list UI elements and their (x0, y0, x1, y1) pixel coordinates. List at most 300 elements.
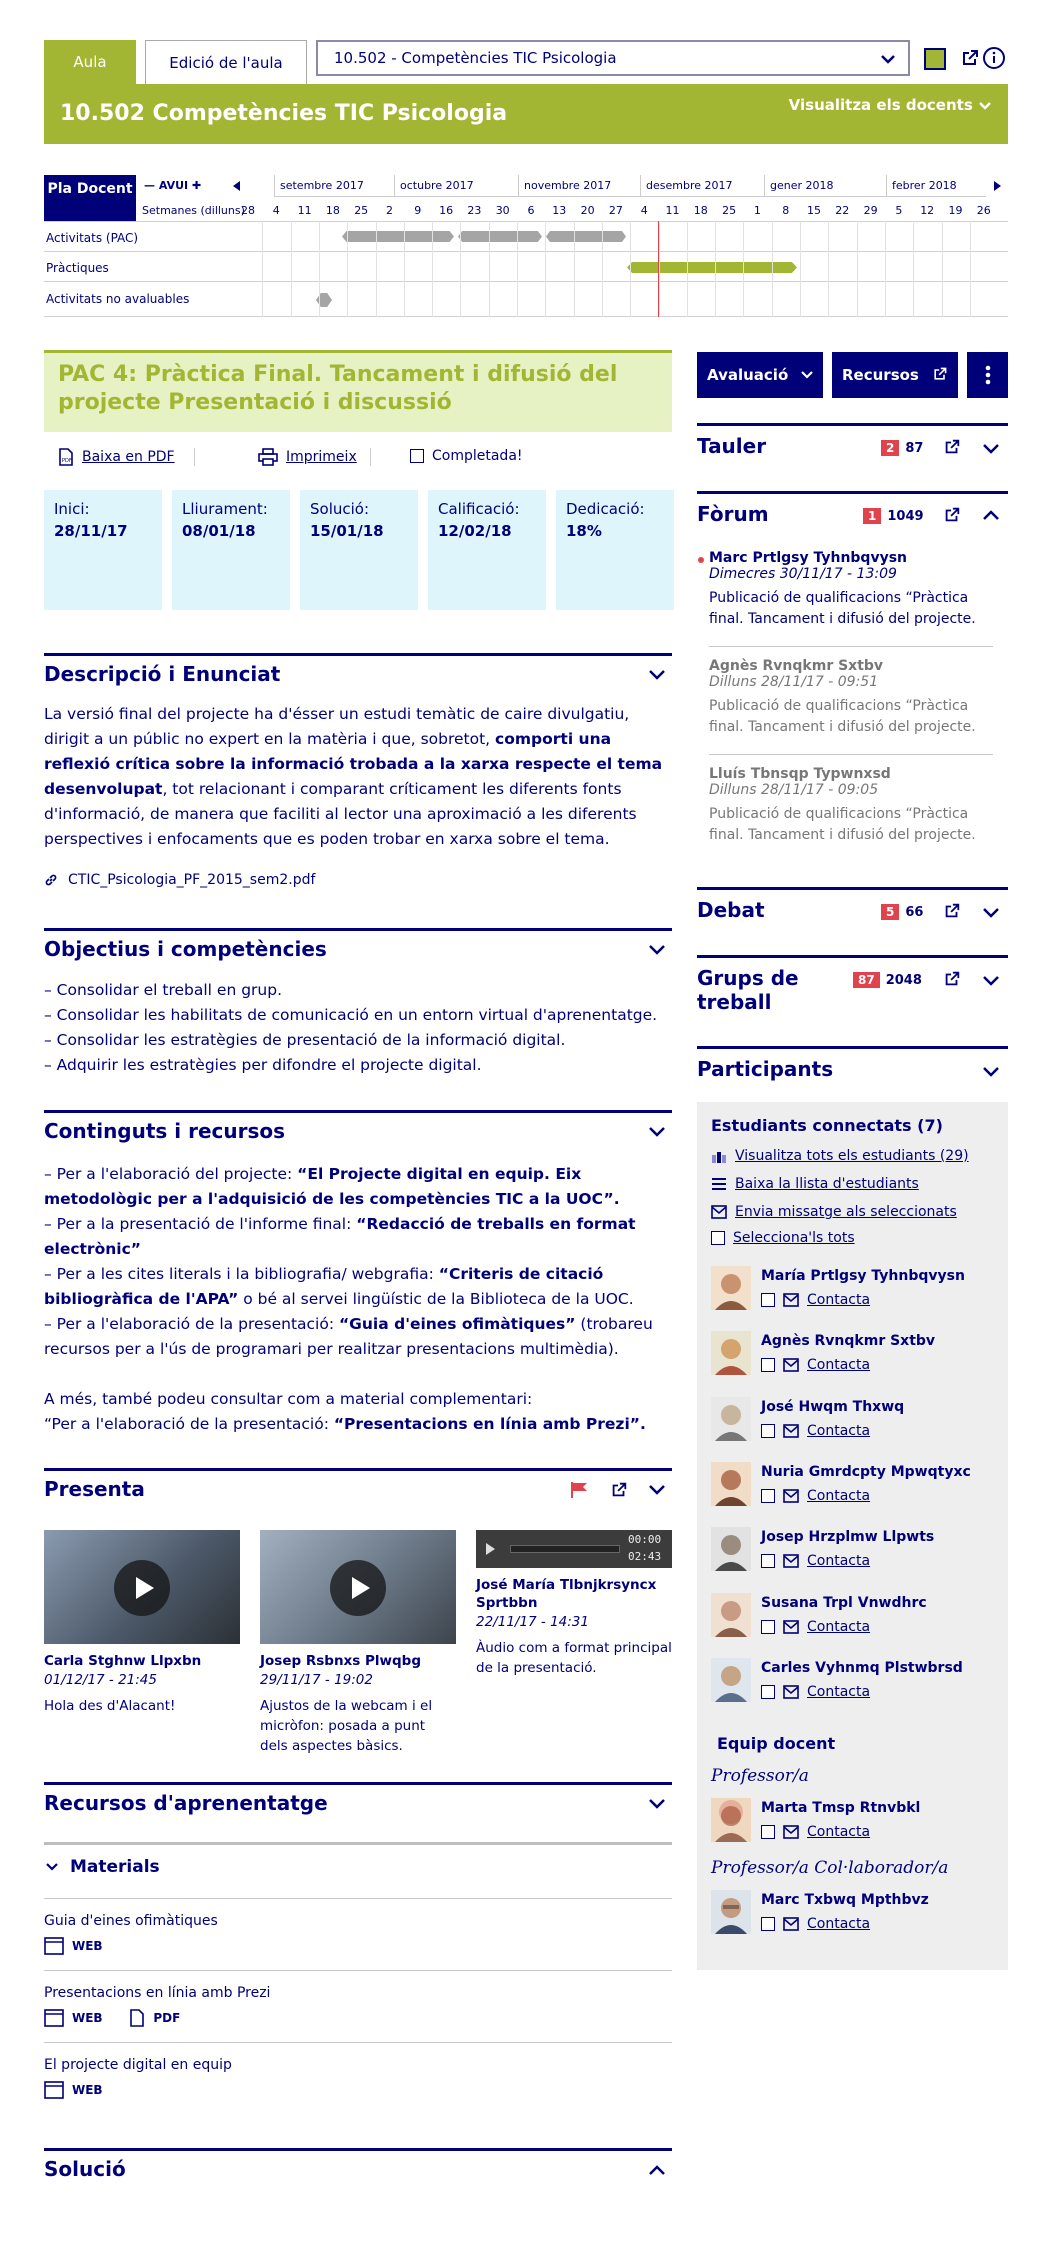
new-count-badge: 87 (853, 972, 880, 988)
section-title: Presenta (44, 1477, 145, 1501)
badge-label: WEB (72, 2011, 103, 2025)
contents-line (44, 1262, 672, 1312)
play-icon[interactable] (330, 1560, 386, 1616)
date-label: Inici: (54, 500, 90, 518)
week-day-label: 25 (722, 204, 737, 217)
contact-link[interactable]: Contacta (807, 1422, 871, 1439)
contact-link[interactable]: Contacta (807, 1916, 871, 1932)
course-select[interactable] (316, 40, 910, 76)
section-contents-header[interactable] (44, 1110, 672, 1146)
web-badge[interactable] (44, 2081, 103, 2099)
presenta-text: Àudio com a format principal de la presentació. (476, 1640, 672, 1676)
chevron-down-icon (44, 1859, 60, 1875)
student-item (711, 1331, 1001, 1381)
avatar[interactable] (711, 1266, 751, 1310)
student-name: Nuria Gmrdcpty Mpwqtyxc (761, 1463, 971, 1480)
date-solution (300, 490, 418, 610)
grups-title: Grups de treball (697, 966, 799, 1014)
date-delivery (172, 490, 290, 610)
checkbox[interactable] (761, 1620, 775, 1634)
mail-icon (783, 1293, 799, 1307)
text-span: – Per a les cites literals i la bibliografia/ webgrafia: (44, 1265, 439, 1283)
external-link-icon[interactable] (943, 506, 961, 524)
avatar[interactable] (711, 1593, 751, 1637)
pla-docent-button[interactable]: Pla Docent (44, 175, 136, 221)
student-item (711, 1527, 1001, 1577)
week-day-label: 18 (325, 204, 340, 217)
section-resources-header[interactable] (44, 1782, 672, 1818)
grups-counts (853, 972, 922, 988)
text-span: o bé al servei lingüístic de la Biblioteca de la UOC. (238, 1290, 634, 1308)
avatar[interactable] (711, 1397, 751, 1441)
chevron-up-icon[interactable] (981, 506, 1001, 526)
forum-post[interactable] (709, 766, 993, 846)
contact-link[interactable]: Contacta (807, 1553, 871, 1570)
select-all-link[interactable] (711, 1230, 855, 1246)
post-date: Dilluns 28/11/17 - 09:05 (709, 782, 879, 798)
chevron-down-icon[interactable] (646, 1479, 668, 1501)
link-icon (44, 873, 58, 887)
contact-link[interactable]: Contacta (807, 1683, 871, 1700)
date-label: Dedicació: (566, 500, 645, 518)
resource-item (44, 1970, 672, 2042)
description-text (44, 702, 672, 852)
student-item (711, 1462, 1001, 1512)
week-day-label: 12 (920, 204, 935, 217)
presenta-date: 29/11/17 - 19:02 (260, 1672, 373, 1688)
post-message: Publicació de qualificacions “Pràctica final. Tancament i difusió del projecte. (709, 698, 976, 735)
participants-section[interactable] (697, 1046, 1008, 1096)
timeline-row-label: Pràctiques (46, 261, 109, 275)
week-day-label: 9 (414, 204, 422, 217)
timeline-row-label: Activitats (PAC) (46, 231, 139, 245)
student-name: Agnès Rvnqkmr Sxtbv (761, 1333, 936, 1350)
resource-link[interactable]: “Presentacions en línia amb Prezi”. (333, 1415, 646, 1433)
download-list-label: Baixa la llista d'estudiants (735, 1176, 919, 1192)
student-item (711, 1593, 1001, 1643)
contact-link[interactable]: Contacta (807, 1487, 871, 1504)
text-span: (trobareu recursos per a l'ús de programari per realitzar presentacions multimèdia). (44, 1315, 653, 1358)
month-label: desembre 2017 (640, 175, 764, 197)
completed-label: Completada! (432, 448, 523, 464)
teacher-item (711, 1798, 1001, 1848)
timeline-bar-pac[interactable] (458, 231, 542, 242)
resource-item (44, 1898, 672, 1970)
select-all-label: Selecciona'ls tots (733, 1230, 855, 1246)
date-value: 18% (566, 522, 602, 540)
date-value: 12/02/18 (438, 522, 512, 540)
contents-line (44, 1412, 672, 1437)
presenta-card[interactable] (476, 1530, 672, 1678)
resource-title: El projecte digital en equip (44, 2057, 232, 2073)
play-icon[interactable] (484, 1542, 496, 1556)
presenta-text: Hola des d'Alacant! (44, 1698, 176, 1714)
chevron-down-icon[interactable] (646, 939, 668, 961)
forum-title: Fòrum (697, 502, 769, 526)
presenta-card[interactable] (44, 1530, 240, 1716)
participants-title: Participants (697, 1057, 834, 1081)
forum-post[interactable] (709, 658, 993, 738)
presenta-date: 22/11/17 - 14:31 (476, 1614, 589, 1630)
week-day-label: 15 (807, 204, 821, 217)
role-label: Professor/a Col·laborador/a (711, 1858, 949, 1878)
presenta-text: Ajustos de la webcam i el micròfon: posada a punt dels aspectes bàsics. (260, 1698, 433, 1754)
avatar[interactable] (711, 1890, 751, 1934)
chevron-up-icon[interactable] (646, 2159, 668, 2181)
new-count-badge: 1 (863, 508, 881, 524)
mail-icon (783, 1554, 799, 1568)
checkbox[interactable] (761, 1917, 775, 1931)
teaching-team-title: Equip docent (717, 1734, 836, 1753)
chevron-down-icon[interactable] (981, 1061, 1001, 1081)
forum-section[interactable] (697, 491, 1008, 535)
materials-toggle[interactable] (44, 1857, 160, 1877)
week-day-label: 6 (527, 204, 535, 217)
post-author: Marc Prtlgsy Tyhnbqvysn (709, 550, 908, 566)
objectives-list (44, 978, 672, 1078)
checkbox[interactable] (761, 1554, 775, 1568)
pdf-icon (129, 2009, 145, 2027)
section-solution-header[interactable] (44, 2148, 672, 2184)
video-thumbnail[interactable] (44, 1530, 240, 1644)
student-name: María Prtlgsy Tyhnbqvysn (761, 1268, 965, 1284)
web-badge[interactable] (44, 1937, 103, 1955)
pdf-badge[interactable] (129, 2009, 180, 2027)
week-day-label: 19 (948, 204, 963, 217)
pdf-icon (58, 448, 74, 466)
mail-icon (783, 1825, 799, 1839)
student-name: Carles Vyhnmq Plstwbrsd (761, 1659, 963, 1676)
student-name: José Hwqm Thxwq (761, 1398, 905, 1415)
section-title: Continguts i recursos (44, 1119, 286, 1143)
checkbox[interactable] (761, 1489, 775, 1503)
timeline-next-icon[interactable] (990, 179, 1004, 193)
contents-line: A més, també podeu consultar com a material complementari: (44, 1390, 533, 1408)
kebab-menu-icon (985, 365, 991, 385)
post-date: Dimecres 30/11/17 - 13:09 (709, 566, 897, 582)
week-day-label: 25 (354, 204, 369, 217)
total-count: 1049 (887, 508, 924, 524)
student-item (711, 1658, 1001, 1708)
audio-time-total: 02:43 (628, 1550, 662, 1563)
contents-text (44, 1162, 672, 1437)
text-span-bold: comporti una reflexió crítica sobre la informació trobada a la xarxa respecte el tema desenvolupat (44, 730, 663, 798)
text-span: – Per a la presentació de l'informe final: (44, 1215, 357, 1233)
contents-line (44, 1162, 672, 1212)
teacher-name: Marta Tmsp Rtnvbkl (761, 1800, 921, 1816)
external-link-icon[interactable] (610, 1481, 628, 1499)
list-item: – Consolidar el treball en grup. (44, 981, 282, 999)
chevron-down-icon[interactable] (981, 438, 1001, 458)
date-label: Solució: (310, 500, 370, 518)
forum-counts (863, 508, 924, 524)
top-bar (44, 40, 1008, 84)
course-title: 10.502 Competències TIC Psicologia (60, 101, 508, 126)
tab-edicio-aula[interactable]: Edició de l'aula (145, 40, 307, 84)
role-label: Professor/a (711, 1766, 809, 1786)
checkbox[interactable] (410, 449, 424, 463)
total-count: 87 (905, 440, 924, 456)
week-day-label: 27 (608, 204, 623, 217)
presenta-author: José María Tlbnjkrsyncx Sprtbbn (476, 1577, 657, 1611)
download-pdf-link[interactable] (58, 448, 175, 466)
browser-window-icon (44, 2009, 64, 2027)
week-day-label: 23 (467, 204, 482, 217)
mail-icon (711, 1205, 727, 1219)
date-grade (428, 490, 546, 610)
week-day-label: 4 (272, 204, 280, 217)
resource-item (44, 2042, 672, 2114)
download-list-link[interactable] (711, 1176, 919, 1192)
week-day-label: 8 (782, 204, 790, 217)
connected-students-title: Estudiants connectats (7) (711, 1116, 943, 1135)
post-author: Lluís Tbnsqp Typwnxsd (709, 766, 891, 782)
timeline-bar-pac[interactable] (546, 231, 626, 242)
attachment-label: CTIC_Psicologia_PF_2015_sem2.pdf (68, 872, 316, 888)
date-label: Calificació: (438, 500, 520, 518)
resource-link[interactable]: “Guia d'eines ofimàtiques” (338, 1315, 576, 1333)
mail-icon (783, 1424, 799, 1438)
total-count: 2048 (885, 972, 922, 988)
week-day-label: 20 (580, 204, 595, 217)
debat-counts (881, 904, 923, 920)
badge-label: PDF (153, 2011, 181, 2025)
text-span: – Per a l'elaboració de la presentació: (44, 1315, 339, 1333)
play-icon[interactable] (114, 1560, 170, 1616)
text-span: , tot relacionant i comparant críticament les diferents fonts d'informació, de manera que faciliti al lector una aproximació a les diferents perspectives i enfocaments que es poden trobar en xarxa sobre el tema. (44, 780, 637, 848)
avaluacio-button[interactable] (697, 352, 823, 398)
date-start (44, 490, 162, 610)
unread-dot (698, 557, 704, 563)
participants-panel (697, 1102, 1008, 1970)
materials-label: Materials (70, 1857, 160, 1877)
week-day-label: 26 (976, 204, 991, 217)
debat-section[interactable] (697, 887, 1008, 931)
timeline-bar-pac[interactable] (342, 231, 454, 242)
contact-link[interactable]: Contacta (807, 1357, 871, 1374)
course-color-square[interactable] (924, 48, 946, 70)
view-teachers-link[interactable] (789, 96, 992, 114)
forum-post[interactable] (709, 550, 993, 630)
list-icon (711, 1177, 727, 1191)
week-day-label: 22 (835, 204, 850, 217)
debat-title: Debat (697, 898, 765, 922)
text-span: La versió final del projecte ha d'ésser un estudi temàtic de caire divulgatiu, dirigit a un públic no expert en la matèria i que, sobretot, (44, 705, 630, 748)
video-thumbnail[interactable] (260, 1530, 456, 1644)
view-teachers-label: Visualitza els docents (788, 96, 973, 114)
new-count-badge: 5 (881, 904, 899, 920)
mail-icon (783, 1620, 799, 1634)
mail-icon (783, 1917, 799, 1931)
list-item: – Consolidar les habilitats de comunicació en un entorn virtual d'aprenentatge. (44, 1006, 658, 1024)
contents-line (44, 1312, 672, 1362)
users-icon (711, 1149, 727, 1163)
month-label: novembre 2017 (518, 175, 640, 197)
presenta-date: 01/12/17 - 21:45 (44, 1672, 157, 1688)
chevron-down-icon[interactable] (981, 902, 1001, 922)
teacher-name: Marc Txbwq Mpthbvz (761, 1892, 929, 1908)
svg-text:PDF: PDF (62, 458, 72, 464)
text-span: – Per a l'elaboració del projecte: (44, 1165, 298, 1183)
contact-link[interactable]: Contacta (807, 1618, 871, 1635)
section-objectives-header[interactable] (44, 928, 672, 964)
timeline (44, 175, 1008, 317)
view-all-students-link[interactable] (711, 1148, 969, 1164)
date-value: 08/01/18 (182, 522, 256, 540)
send-message-label: Envia missatge als seleccionats (735, 1204, 957, 1220)
avatar[interactable] (711, 1462, 751, 1506)
month-label: setembre 2017 (274, 175, 394, 197)
mail-icon (783, 1358, 799, 1372)
post-message: Publicació de qualificacions “Pràctica final. Tancament i difusió del projecte. (709, 590, 976, 627)
recursos-label: Recursos (842, 366, 919, 384)
chevron-down-icon[interactable] (646, 1793, 668, 1815)
week-day-label: 11 (665, 204, 680, 217)
week-day-label: 16 (439, 204, 454, 217)
date-label: Lliurament: (182, 500, 268, 518)
print-label: Imprimeix (286, 449, 357, 465)
external-link-icon[interactable] (943, 902, 961, 920)
checkbox[interactable] (761, 1293, 775, 1307)
section-title: Objectius i competències (44, 937, 327, 961)
month-label: gener 2018 (764, 175, 886, 197)
tauler-title: Tauler (697, 434, 767, 458)
chevron-down-icon (978, 99, 992, 113)
browser-window-icon (44, 1937, 64, 1955)
audio-progress[interactable] (510, 1545, 620, 1553)
checkbox[interactable] (761, 1358, 775, 1372)
info-icon[interactable] (980, 44, 1008, 72)
mail-icon (783, 1685, 799, 1699)
external-link-icon[interactable] (943, 438, 961, 456)
timeline-row-label: Activitats no avaluables (46, 292, 190, 306)
avatar[interactable] (711, 1798, 751, 1842)
contact-link[interactable]: Contacta (807, 1824, 871, 1840)
today-label: AVUI (158, 179, 189, 192)
contents-line (44, 1212, 672, 1262)
checkbox[interactable] (761, 1685, 775, 1699)
post-message: Publicació de qualificacions “Pràctica final. Tancament i difusió del projecte. (709, 806, 976, 843)
chevron-down-icon[interactable] (981, 970, 1001, 990)
teacher-item (711, 1890, 1001, 1940)
browser-window-icon (44, 2081, 64, 2099)
activity-title: PAC 4: Pràctica Final. Tancament i difusió del projecte Presentació i discussió (44, 350, 672, 432)
course-banner (44, 84, 1008, 144)
external-link-icon (932, 366, 948, 382)
text-span: “Per a l'elaboració de la presentació: (44, 1415, 334, 1433)
presenta-author: Josep Rsbnxs Plwqbg (260, 1653, 421, 1669)
recursos-button[interactable] (832, 352, 958, 398)
chevron-down-icon[interactable] (646, 664, 668, 686)
tauler-section[interactable] (697, 423, 1008, 467)
audio-time-now: 00:00 (628, 1533, 662, 1546)
presenta-card[interactable] (260, 1530, 456, 1756)
flag-icon[interactable] (570, 1481, 590, 1499)
view-all-label: Visualitza tots els estudiants (29) (735, 1148, 969, 1164)
date-dedication (556, 490, 674, 610)
checkbox[interactable] (761, 1825, 775, 1839)
list-item: – Adquirir les estratègies per difondre el projecte digital. (44, 1056, 482, 1074)
resource-link[interactable]: “Redacció de treballs en format electrònic” (44, 1215, 636, 1258)
chevron-down-icon (799, 367, 815, 383)
week-day-label: 13 (552, 204, 567, 217)
weeks-label: Setmanes (dilluns) (142, 204, 245, 217)
completed-checkbox[interactable] (410, 448, 523, 464)
post-date: Dilluns 28/11/17 - 09:51 (709, 674, 879, 690)
section-title: Recursos d'aprenentatge (44, 1791, 328, 1815)
week-day-label: 11 (297, 204, 312, 217)
badge-label: WEB (72, 1939, 103, 1953)
send-message-link[interactable] (711, 1204, 957, 1220)
resource-title: Presentacions en línia amb Prezi (44, 1985, 271, 2001)
audio-player[interactable] (476, 1530, 672, 1568)
month-label: febrer 2018 (886, 175, 986, 197)
attachment-link[interactable] (44, 872, 315, 888)
week-day-label: 4 (640, 204, 648, 217)
month-label: octubre 2017 (394, 175, 518, 197)
timeline-prev-icon[interactable] (230, 179, 244, 193)
contact-link[interactable]: Contacta (807, 1292, 871, 1308)
web-badge[interactable] (44, 2009, 103, 2027)
week-day-label: 2 (386, 204, 393, 217)
course-select-value: 10.502 - Competències TIC Psicologia (334, 49, 617, 67)
section-presenta-header[interactable] (44, 1468, 672, 1504)
grups-section[interactable] (697, 955, 1008, 1021)
checkbox[interactable] (761, 1424, 775, 1438)
week-day-label: 5 (895, 204, 903, 217)
section-title: Solució (44, 2157, 126, 2181)
presenta-author: Carla Stghnw Llpxbn (44, 1653, 202, 1669)
week-day-label: 29 (863, 204, 878, 217)
resource-link[interactable]: “El Projecte digital en equip. Eix metodològic per a l'adquisició de les competències TIC a la UOC”. (44, 1165, 620, 1208)
activity-dates (44, 490, 672, 610)
week-day-label: 18 (693, 204, 708, 217)
checkbox[interactable] (711, 1231, 725, 1245)
resource-title: Guia d'eines ofimàtiques (44, 1913, 218, 1929)
avatar[interactable] (711, 1331, 751, 1375)
student-item (711, 1266, 1001, 1316)
tauler-counts (881, 440, 923, 456)
print-link[interactable] (258, 448, 357, 466)
download-pdf-label: Baixa en PDF (82, 449, 175, 465)
date-value: 15/01/18 (310, 522, 384, 540)
week-day-label: 28 (241, 204, 255, 217)
mail-icon (783, 1489, 799, 1503)
avatar[interactable] (711, 1658, 751, 1702)
week-day-label: 30 (495, 204, 510, 217)
more-options-button[interactable] (967, 352, 1008, 398)
chevron-down-icon[interactable] (646, 1121, 668, 1143)
student-name: Josep Hrzplmw Llpwts (761, 1529, 935, 1546)
chevron-down-icon (878, 49, 898, 69)
badge-label: WEB (72, 2083, 103, 2097)
printer-icon (258, 448, 278, 466)
avatar[interactable] (711, 1527, 751, 1571)
week-day-label: 1 (753, 204, 761, 217)
external-link-icon[interactable] (943, 970, 961, 988)
new-count-badge: 2 (881, 440, 899, 456)
date-value: 28/11/17 (54, 522, 128, 540)
student-name: Susana Trpl Vnwdhrc (761, 1594, 927, 1611)
today-control[interactable]: — AVUI ✚ (144, 179, 202, 192)
total-count: 66 (905, 904, 924, 920)
student-item (711, 1397, 1001, 1447)
post-author: Agnès Rvnqkmr Sxtbv (709, 658, 884, 674)
resource-link[interactable]: “Criteris de citació bibliogràfica de l'APA” (44, 1265, 604, 1308)
tab-aula[interactable]: Aula (44, 40, 136, 84)
section-description-header[interactable] (44, 653, 672, 689)
list-item: – Consolidar les estratègies de presentació de la informació digital. (44, 1031, 566, 1049)
